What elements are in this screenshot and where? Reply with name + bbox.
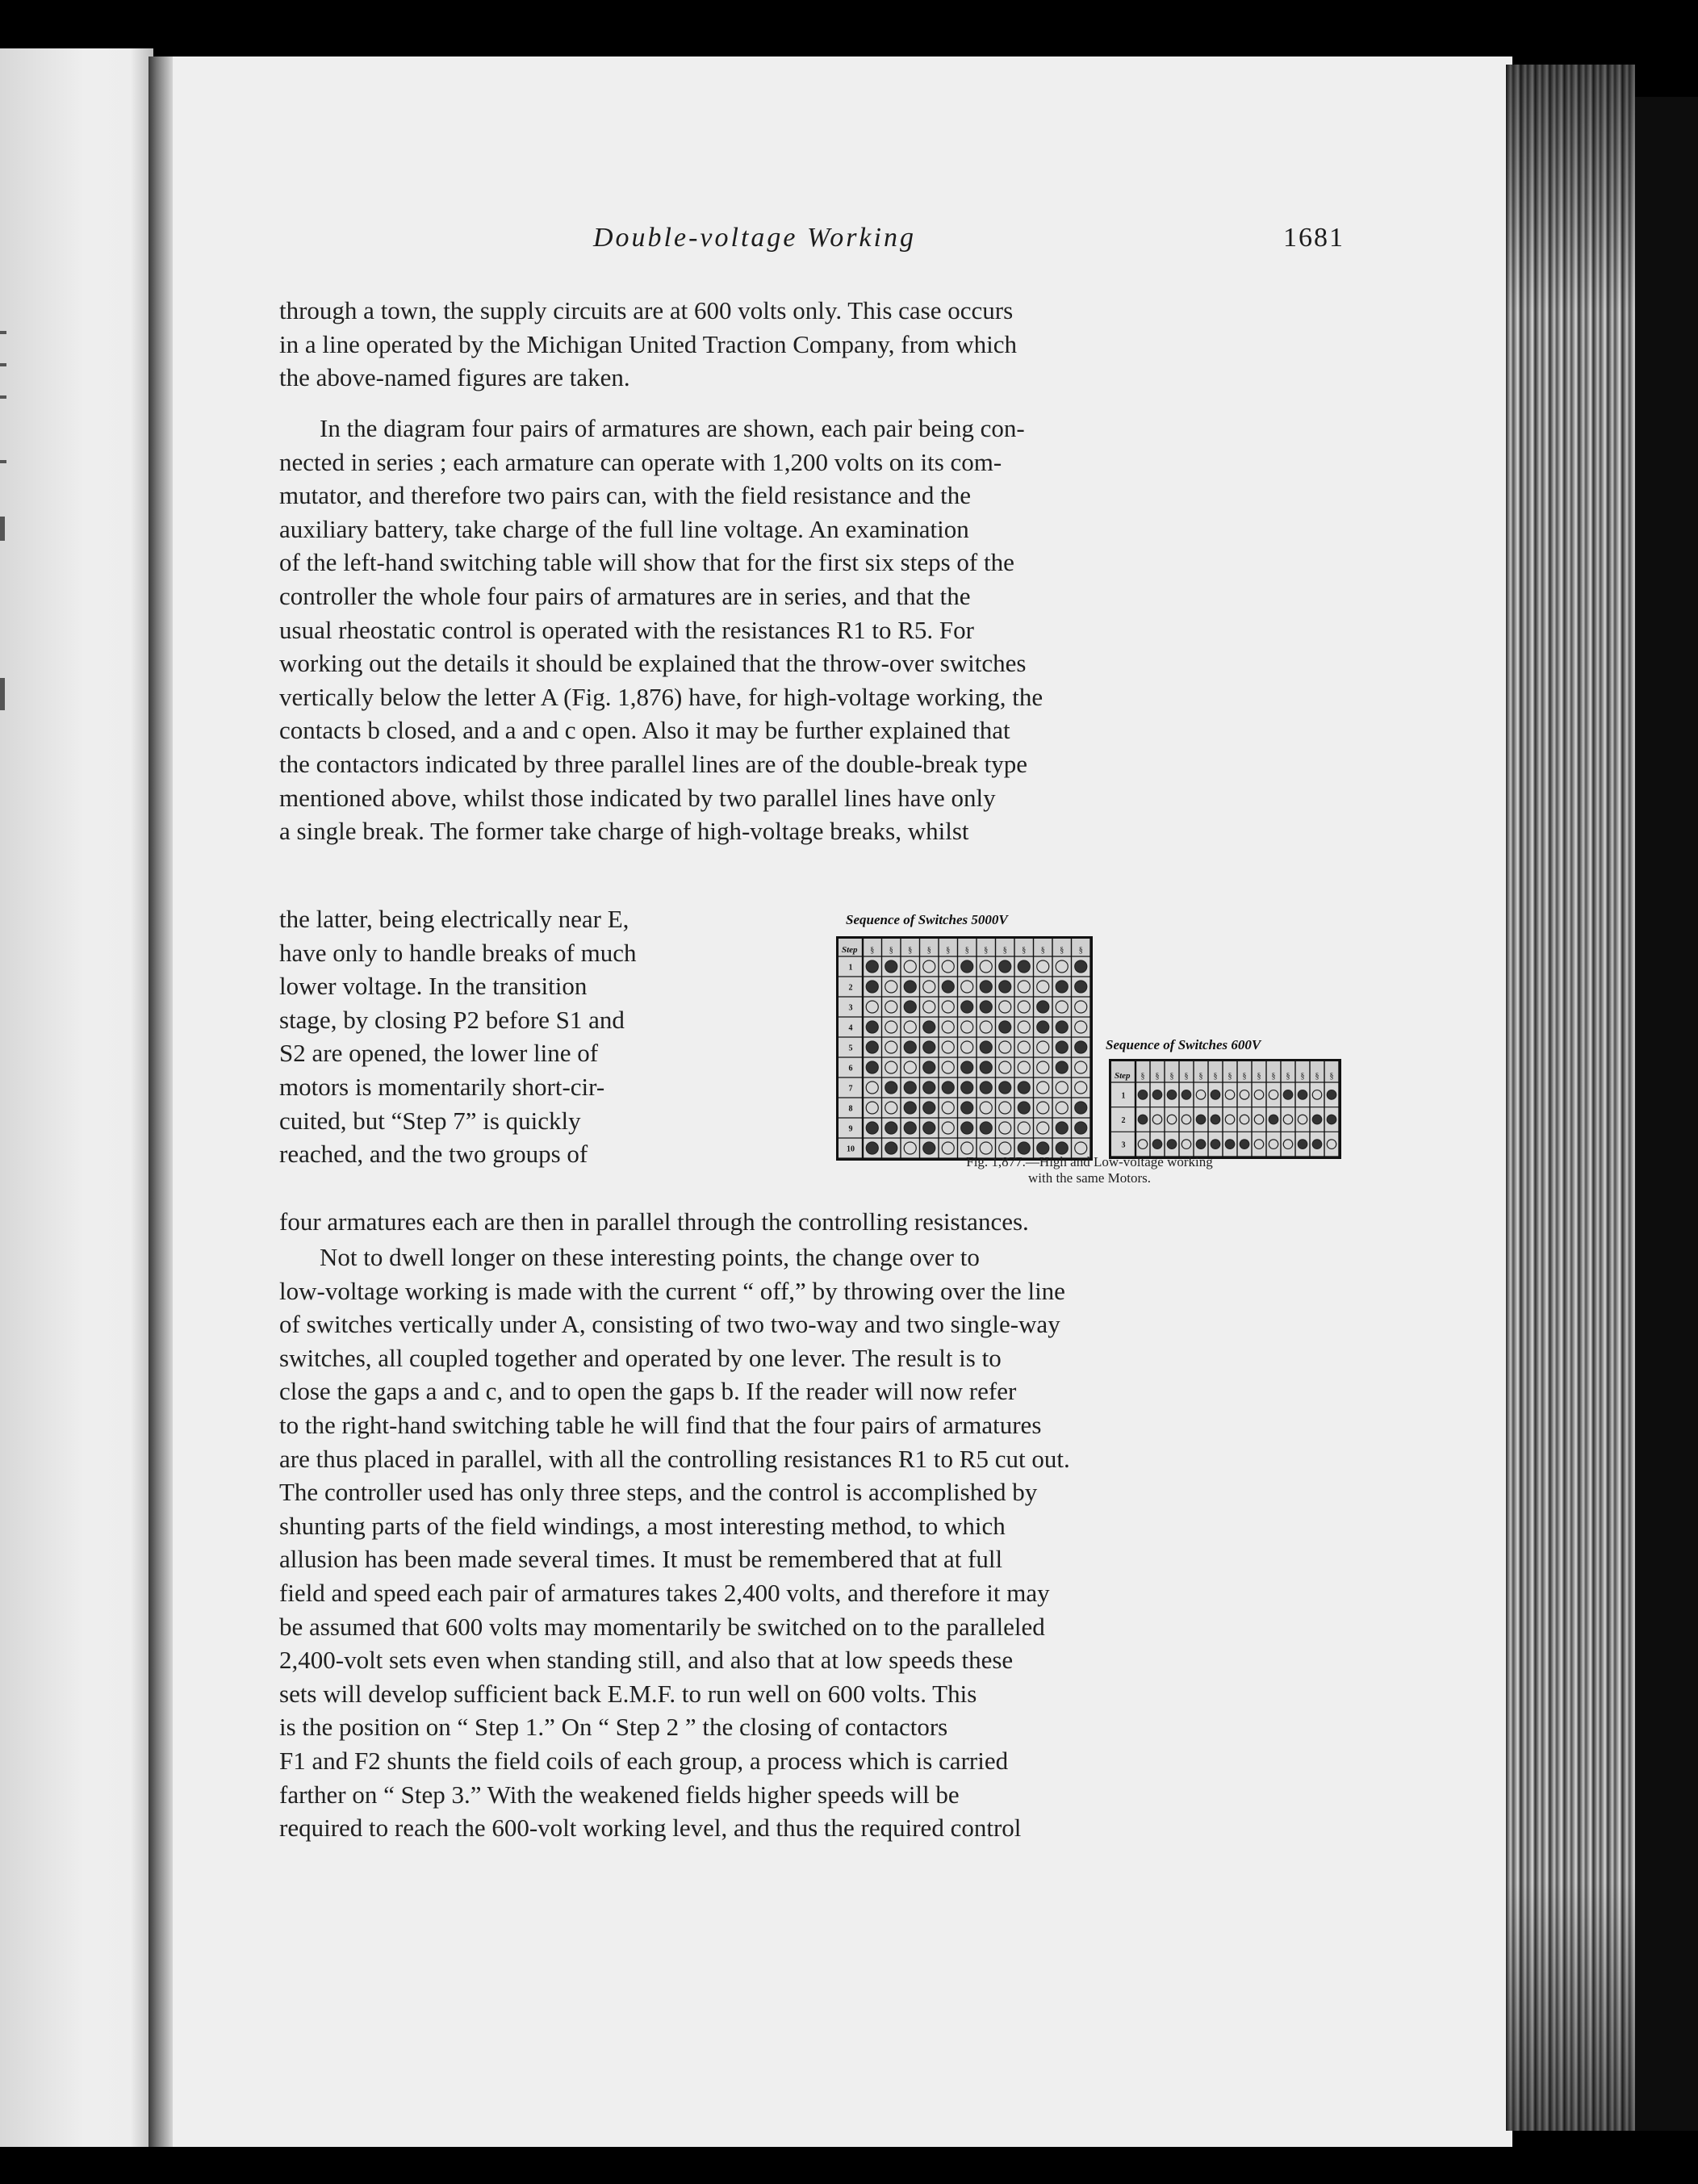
switch-dot [1056,960,1068,973]
switch-dot [1056,981,1068,993]
switch-dot [904,960,916,973]
switch-dot [1075,1041,1087,1053]
switch-header-mark: § [870,946,875,955]
switch-dot [1225,1140,1235,1149]
switch-dot [1075,1082,1087,1094]
text-line: usual rheostatic control is operated with the resistances R1 to R5. For [279,615,974,644]
switch-dot [1037,1142,1049,1154]
switch-dot [904,1142,916,1154]
switch-dot [1312,1115,1322,1124]
switch-dot [1037,1021,1049,1033]
switch-dot [1283,1115,1293,1124]
text-line: lower voltage. In the transition [279,972,588,1001]
text-line: four armatures each are then in parallel through the controlling resistances. [279,1207,1029,1236]
switch-dot [961,1122,973,1134]
switch-dot [1327,1090,1336,1100]
switch-dot [1181,1140,1191,1149]
page-stack-edges [1506,65,1635,2131]
switch-sequence-figure [831,912,1348,1186]
switch-dot [1056,1122,1068,1134]
text-line: the latter, being electrically near E, [279,905,629,933]
text-line: nected in series ; each armature can operate with 1,200 volts on its com- [279,447,1002,476]
switch-dot [1018,1061,1030,1073]
switch-dot [1327,1115,1336,1124]
paragraph-4 [279,1241,1343,1845]
switch-header-mark: § [1227,1072,1232,1081]
switch-dot [1018,1041,1030,1053]
switch-dot [1056,1021,1068,1033]
switch-table-high-voltage [836,936,1093,1161]
figure-caption [831,1154,1348,1186]
switch-dot [942,960,954,973]
text-line: contacts b closed, and a and c open. Also it may be further explained that [279,716,1010,745]
switch-dot [923,1122,935,1134]
switch-dot [1254,1115,1264,1124]
table-header-row [1111,1061,1339,1082]
text-line: controller the whole four pairs of armatures are in series, and that the [279,581,971,610]
text-line: are thus placed in parallel, with all the controlling resistances R1 to R5 cut out. [279,1444,1070,1473]
text-line: cuited, but “Step 7” is quickly [279,1106,581,1135]
switch-header-mark: § [1169,1072,1174,1081]
switch-dot [1037,1082,1049,1094]
switch-dot [885,960,897,973]
text-line: shunting parts of the field windings, a most interesting method, to which [279,1511,1006,1540]
switch-dot [866,1041,878,1053]
text-line: the contactors indicated by three parallel lines are of the double-break type [279,749,1028,778]
switch-dot [885,1122,897,1134]
switch-dot [1018,1142,1030,1154]
text-line: F1 and F2 shunts the field coils of each group, a process which is carried [279,1746,1009,1775]
switch-dot [1056,1041,1068,1053]
paragraph-1 [279,294,1343,395]
switch-dot [1018,1021,1030,1033]
switch-dot [999,1102,1011,1114]
switch-dot [980,1061,992,1073]
switch-dot [1196,1090,1206,1100]
text-line: sets will develop sufficient back E.M.F. to run well on 600 volts. This [279,1679,977,1708]
switch-dot [1269,1090,1278,1100]
switch-header-mark: § [1242,1072,1247,1081]
switch-dot [1225,1115,1235,1124]
switch-header-mark: § [946,946,951,955]
switch-header-mark: § [926,946,931,955]
switch-dot [923,1082,935,1094]
switch-dot [1181,1090,1191,1100]
text-line: close the gaps a and c, and to open the gaps b. If the reader will now refer [279,1377,1017,1406]
switch-header-mark: § [1213,1072,1218,1081]
text-line: In the diagram four pairs of armatures are shown, each pair being con- [320,414,1025,442]
switch-dot [885,1102,897,1114]
switch-dot [1037,981,1049,993]
switch-grid-low-voltage [1111,1061,1339,1157]
switch-dot [1056,1061,1068,1073]
switch-dot [942,1102,954,1114]
step-number: 6 [848,1064,853,1073]
switch-dot [961,1021,973,1033]
switch-header-mark: § [984,946,989,955]
switch-dot [1312,1090,1322,1100]
text-line: Not to dwell longer on these interesting points, the change over to [320,1243,980,1271]
switch-dot [1152,1140,1162,1149]
switch-dot [866,1122,878,1134]
switch-dot [999,1061,1011,1073]
switch-dot [1075,960,1087,973]
switch-dot [904,1122,916,1134]
running-head: Double-voltage Working [593,223,916,253]
step-header: Step [842,945,858,955]
switch-dot [885,981,897,993]
page-number: 1681 [1283,223,1345,253]
switch-dot [1075,1021,1087,1033]
switch-header-mark: § [1002,946,1007,955]
text-line: farther on “ Step 3.” With the weakened fields higher speeds will be [279,1780,960,1809]
switch-dot [1075,981,1087,993]
switch-dot [980,1122,992,1134]
switch-dot [1211,1090,1220,1100]
text-line: be assumed that 600 volts may momentarily be switched on to the paralleled [279,1612,1045,1641]
switch-dot [1037,1001,1049,1013]
switch-dot [999,1142,1011,1154]
switch-dot [904,1021,916,1033]
table-title-low-voltage: Sequence of Switches 600V [1106,1037,1261,1052]
text-line: of switches vertically under A, consisting of two two-way and two single-way [279,1310,1060,1339]
switch-dot [885,1082,897,1094]
switch-dot [1138,1090,1148,1100]
switch-dot [942,1142,954,1154]
switch-dot [1018,1001,1030,1013]
switch-dot [904,1041,916,1053]
switch-dot [980,1102,992,1114]
switch-dot [980,1001,992,1013]
text-line: allusion has been made several times. It must be remembered that at full [279,1545,1003,1574]
switch-dot [1167,1115,1177,1124]
switch-dot [942,1001,954,1013]
step-number: 2 [1121,1116,1126,1125]
switch-dot [1269,1115,1278,1124]
switch-dot [1037,1061,1049,1073]
switch-dot [942,1122,954,1134]
switch-dot [1283,1090,1293,1100]
switch-dot [904,981,916,993]
switch-dot [1327,1140,1336,1149]
text-line: working out the details it should be explained that the throw-over switches [279,649,1027,678]
text-line: motors is momentarily short-cir- [279,1072,605,1101]
switch-dot [1196,1115,1206,1124]
switch-header-mark: § [1257,1072,1261,1081]
switch-dot [1167,1090,1177,1100]
switch-dot [904,1102,916,1114]
switch-dot [866,1021,878,1033]
switch-dot [980,1142,992,1154]
switch-table-low-voltage [1109,1059,1341,1159]
switch-dot [923,960,935,973]
paragraph-2 [279,412,1343,848]
switch-dot [866,1082,878,1094]
switch-dot [1240,1115,1249,1124]
switch-dot [942,1041,954,1053]
switch-dot [923,1041,935,1053]
switch-dot [923,1061,935,1073]
switch-dot [923,1021,935,1033]
text-line: to the right-hand switching table he will find that the four pairs of armatures [279,1410,1042,1439]
switch-dot [885,1021,897,1033]
text-line: stage, by closing P2 before S1 and [279,1005,625,1034]
switch-header-mark: § [1060,946,1064,955]
switch-dot [980,1021,992,1033]
switch-dot [866,981,878,993]
switch-dot [999,1001,1011,1013]
switch-dot [1283,1140,1293,1149]
switch-dot [866,1001,878,1013]
switch-header-mark: § [889,946,893,955]
switch-dot [999,1082,1011,1094]
switch-dot [923,1102,935,1114]
switch-dot [1037,1122,1049,1134]
step-number: 2 [848,983,853,993]
switch-dot [1018,960,1030,973]
switch-dot [1075,1142,1087,1154]
switch-header-mark: § [1184,1072,1189,1081]
facing-page-edge [0,48,153,2147]
switch-dot [923,981,935,993]
switch-dot [1138,1115,1148,1124]
switch-dot [1037,1041,1049,1053]
step-number: 1 [848,963,853,973]
text-line: in a line operated by the Michigan United Traction Company, from which [279,329,1018,358]
switch-dot [1018,981,1030,993]
text-line: 2,400-volt sets even when standing still, and also that at low speeds these [279,1646,1014,1675]
switch-dot [1152,1115,1162,1124]
switch-header-mark: § [1271,1072,1276,1081]
table-title-high-voltage: Sequence of Switches 5000V [846,912,1008,927]
switch-dot [866,1061,878,1073]
text-line: required to reach the 600-volt working level, and thus the required control [279,1814,1022,1843]
switch-dot [942,1082,954,1094]
switch-header-mark: § [908,946,913,955]
switch-dot [1167,1140,1177,1149]
switch-dot [866,960,878,973]
switch-dot [904,1082,916,1094]
paragraph-3-end [279,1205,1343,1239]
text-line: through a town, the supply circuits are at 600 volts only. This case occurs [279,296,1014,324]
switch-header-mark: § [1198,1072,1203,1081]
switch-dot [1298,1140,1307,1149]
scan-border [1635,97,1698,2131]
switch-header-mark: § [1300,1072,1305,1081]
switch-dot [999,1122,1011,1134]
switch-dot [999,1041,1011,1053]
switch-dot [1056,1001,1068,1013]
step-number: 10 [847,1144,855,1154]
switch-header-mark: § [1315,1072,1320,1081]
text-line: a single break. The former take charge of high-voltage breaks, whilst [279,817,969,846]
step-number: 8 [848,1104,853,1114]
switch-header-mark: § [1329,1072,1334,1081]
switch-dot [1018,1082,1030,1094]
caption-line: with the same Motors. [1027,1170,1152,1186]
switch-dot [999,981,1011,993]
text-line: mentioned above, whilst those indicated by two parallel lines have only [279,783,996,812]
text-line: low-voltage working is made with the current “ off,” by throwing over the line [279,1276,1065,1305]
switch-dot [961,960,973,973]
switch-dot [1056,1082,1068,1094]
switch-dot [866,1142,878,1154]
switch-dot [904,1001,916,1013]
switch-dot [942,1021,954,1033]
switch-dot [904,1061,916,1073]
switch-dot [1211,1140,1220,1149]
switch-dot [1269,1140,1278,1149]
switch-dot [980,1041,992,1053]
switch-dot [866,1102,878,1114]
switch-dot [1225,1090,1235,1100]
text-line: is the position on “ Step 1.” On “ Step 2 ” the closing of contactors [279,1713,948,1742]
switch-header-mark: § [1040,946,1045,955]
text-line: switches, all coupled together and operated by one lever. The result is to [279,1343,1002,1372]
switch-dot [1312,1140,1322,1149]
switch-header-mark: § [1286,1072,1290,1081]
switch-dot [1037,960,1049,973]
switch-dot [961,1102,973,1114]
switch-header-mark: § [1155,1072,1160,1081]
switch-dot [885,1001,897,1013]
switch-header-mark: § [1022,946,1027,955]
switch-grid-high-voltage [839,939,1090,1158]
text-line: The controller used has only three steps, and the control is accomplished by [279,1478,1038,1507]
switch-dot [1240,1140,1249,1149]
switch-dot [980,981,992,993]
switch-dot [1298,1115,1307,1124]
step-number: 4 [848,1023,853,1033]
switch-dot [1152,1090,1162,1100]
switch-dot [999,960,1011,973]
step-header: Step [1115,1071,1131,1081]
switch-dot [1018,1102,1030,1114]
step-number: 7 [848,1084,853,1094]
step-number: 3 [848,1003,853,1013]
switch-dot [961,1001,973,1013]
text-line: S2 are opened, the lower line of [279,1039,599,1068]
switch-header-mark: § [964,946,969,955]
switch-dot [961,1041,973,1053]
switch-dot [1138,1140,1148,1149]
switch-dot [1056,1102,1068,1114]
switch-dot [1056,1142,1068,1154]
switch-dot [885,1041,897,1053]
step-number: 5 [848,1044,853,1053]
switch-dot [1254,1140,1264,1149]
switch-dot [1240,1090,1249,1100]
switch-dot [961,981,973,993]
text-line: vertically below the letter A (Fig. 1,876) have, for high-voltage working, the [279,682,1043,711]
text-line: have only to handle breaks of much [279,938,637,967]
text-line: mutator, and therefore two pairs can, with the field resistance and the [279,481,971,510]
text-line: the above-named figures are taken. [279,363,630,392]
switch-header-mark: § [1078,946,1083,955]
switch-dot [923,1001,935,1013]
switch-dot [885,1061,897,1073]
switch-dot [980,960,992,973]
switch-dot [942,1061,954,1073]
step-number: 9 [848,1124,853,1134]
switch-dot [980,1082,992,1094]
switch-dot [1075,1061,1087,1073]
step-number: 1 [1121,1091,1126,1101]
switch-dot [1181,1115,1191,1124]
switch-dot [1075,1001,1087,1013]
switch-dot [961,1061,973,1073]
step-number: 3 [1121,1140,1126,1150]
switch-dot [961,1142,973,1154]
text-line: auxiliary battery, take charge of the full line voltage. An examination [279,514,969,543]
switch-dot [1211,1115,1220,1124]
switch-header-mark: § [1140,1072,1145,1081]
switch-dot [1298,1090,1307,1100]
switch-dot [1037,1102,1049,1114]
switch-dot [1196,1140,1206,1149]
switch-dot [999,1021,1011,1033]
caption-line: Fig. 1,877.—High and Low-voltage working [966,1154,1213,1169]
switch-dot [942,981,954,993]
switch-dot [885,1142,897,1154]
switch-dot [923,1142,935,1154]
text-line: reached, and the two groups of [279,1140,588,1169]
paragraph-3-wrap [279,902,796,1171]
text-line: of the left-hand switching table will show that for the first six steps of the [279,548,1014,577]
switch-dot [961,1082,973,1094]
switch-dot [1075,1122,1087,1134]
switch-dot [1254,1090,1264,1100]
switch-dot [1018,1122,1030,1134]
switch-dot [1075,1102,1087,1114]
text-line: field and speed each pair of armatures takes 2,400 volts, and therefore it may [279,1578,1050,1607]
